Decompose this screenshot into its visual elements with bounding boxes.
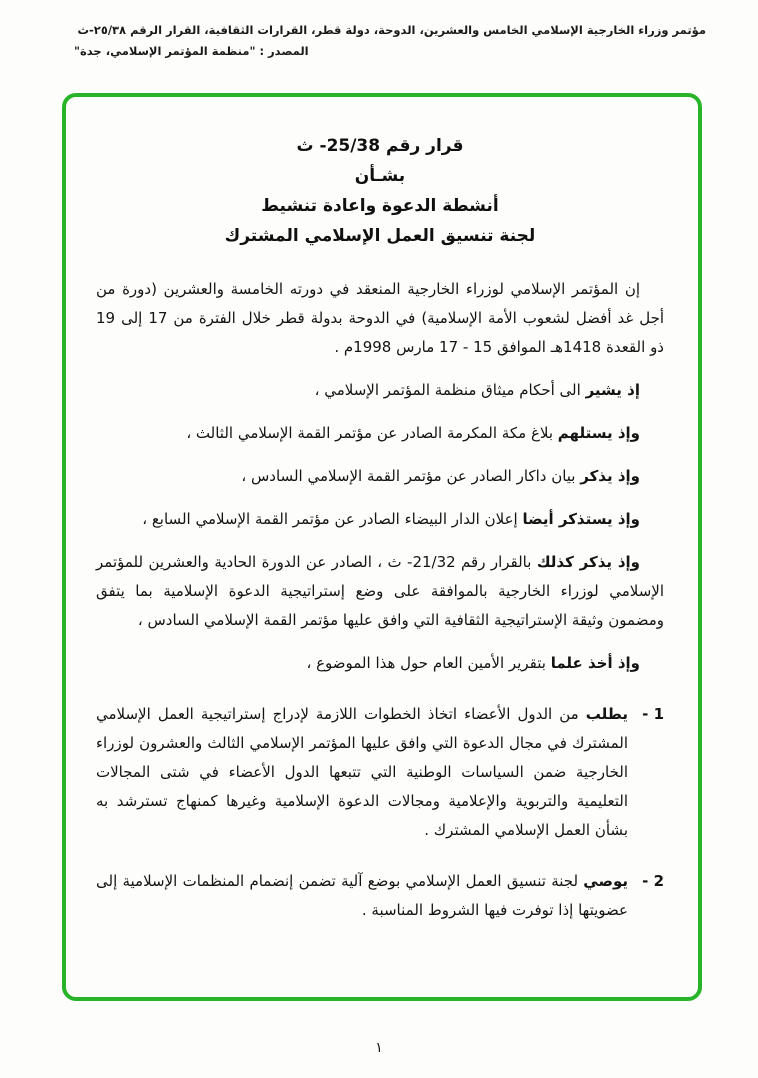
operative-item-2 bbox=[96, 867, 664, 925]
clause-2-lead: وإذ يستلهم bbox=[557, 424, 640, 442]
item-2-lead: يوصي bbox=[583, 872, 628, 890]
item-1-paragraph bbox=[96, 700, 628, 845]
archive-header bbox=[52, 20, 706, 62]
clause-4-text: إعلان الدار البيضاء الصادر عن مؤتمر القمة الإسلامي السابع ، bbox=[142, 510, 523, 528]
clause-2-text: بلاغ مكة المكرمة الصادر عن مؤتمر القمة الإسلامي الثالث ، bbox=[186, 424, 558, 442]
item-1-lead: يطلب bbox=[585, 705, 628, 723]
document-content bbox=[66, 97, 698, 925]
title-subject-line2: لجنة تنسيق العمل الإسلامي المشترك bbox=[224, 226, 536, 246]
operative-item-1 bbox=[96, 700, 664, 845]
preamble-clause-3 bbox=[96, 462, 664, 491]
clause-1-text: الى أحكام ميثاق منظمة المؤتمر الإسلامي ، bbox=[314, 381, 586, 399]
page-number: ١ bbox=[375, 1040, 383, 1056]
preamble-clause-1 bbox=[96, 376, 664, 405]
resolution-number-title: قرار رقم 25/38- ث bbox=[296, 136, 464, 156]
item-2-paragraph bbox=[96, 867, 628, 925]
preamble-clause-2 bbox=[96, 419, 664, 448]
preamble-clause-4 bbox=[96, 505, 664, 534]
title-block bbox=[96, 131, 664, 251]
archive-header-source-line: مؤتمر وزراء الخارجية الإسلامي الخامس والعشرين، الدوحة، دولة قطر، القرارات الثقافية، القرار الرقم ٢٥/٣٨-ث bbox=[77, 23, 706, 37]
preamble-clause-5 bbox=[96, 548, 664, 635]
clause-6-lead: وإذ أخذ علما bbox=[550, 654, 640, 672]
clause-5-lead: وإذ يذكر كذلك bbox=[536, 553, 640, 571]
item-2-number: 2 - bbox=[642, 872, 664, 890]
title-regarding: بشـأن bbox=[354, 166, 406, 186]
item-1-text: من الدول الأعضاء اتخاذ الخطوات اللازمة لإدراج إستراتيجية العمل الإسلامي المشترك في مجال الدعوة التي وافق عليها المؤتمر الإسلامي الثالث والعشرون لوزراء الخارجية ضمن السياسات الوطنية التي تتبعها الدول الأعضاء في شتى المجالات التعليمية والتربوية والإعلامية ومجالات الدعوة الإسلامية وغيرها كمنهاج تسترشد به بشأن العمل الإسلامي المشترك . bbox=[96, 705, 628, 839]
clause-3-lead: وإذ يذكر bbox=[580, 467, 640, 485]
clause-6-text: بتقرير الأمين العام حول هذا الموضوع ، bbox=[306, 654, 551, 672]
preamble-clause-6 bbox=[96, 649, 664, 678]
title-subject-line1: أنشطة الدعوة واعادة تنشيط bbox=[261, 196, 499, 216]
item-2-text: لجنة تنسيق العمل الإسلامي بوضع آلية تضمن إنضمام المنظمات الإسلامية إلى عضويتها إذا توفرت فيها الشروط المناسبة . bbox=[96, 872, 628, 919]
clause-4-lead: وإذ يستذكر أيضا bbox=[522, 510, 640, 528]
clause-1-lead: إذ يشير bbox=[585, 381, 640, 399]
archive-header-publisher-line: المصدر : "منظمة المؤتمر الإسلامي، جدة" bbox=[74, 44, 309, 58]
intro-paragraph: إن المؤتمر الإسلامي لوزراء الخارجية المنعقد في دورته الخامسة والعشرين (دورة من أجل غد أفضل لشعوب الأمة الإسلامية) في الدوحة بدولة قطر خلال الفترة من 17 إلى 19 ذو القعدة 1418هـ الموافق 15 - 17 مارس 1998م . bbox=[96, 280, 665, 356]
clause-5-text: بالقرار رقم 21/32- ث ، الصادر عن الدورة الحادية والعشرين للمؤتمر الإسلامي لوزراء الخارجية بالموافقة على وضع إستراتيجية الدعوة الإسلامية بما يتفق ومضمون وثيقة الإستراتيجية الثقافية التي وافق عليها مؤتمر القمة الإسلامي السادس ، bbox=[96, 553, 664, 629]
document-frame bbox=[62, 93, 702, 1001]
clause-3-text: بيان داكار الصادر عن مؤتمر القمة الإسلامي السادس ، bbox=[241, 467, 581, 485]
item-1-number: 1 - bbox=[642, 705, 664, 723]
